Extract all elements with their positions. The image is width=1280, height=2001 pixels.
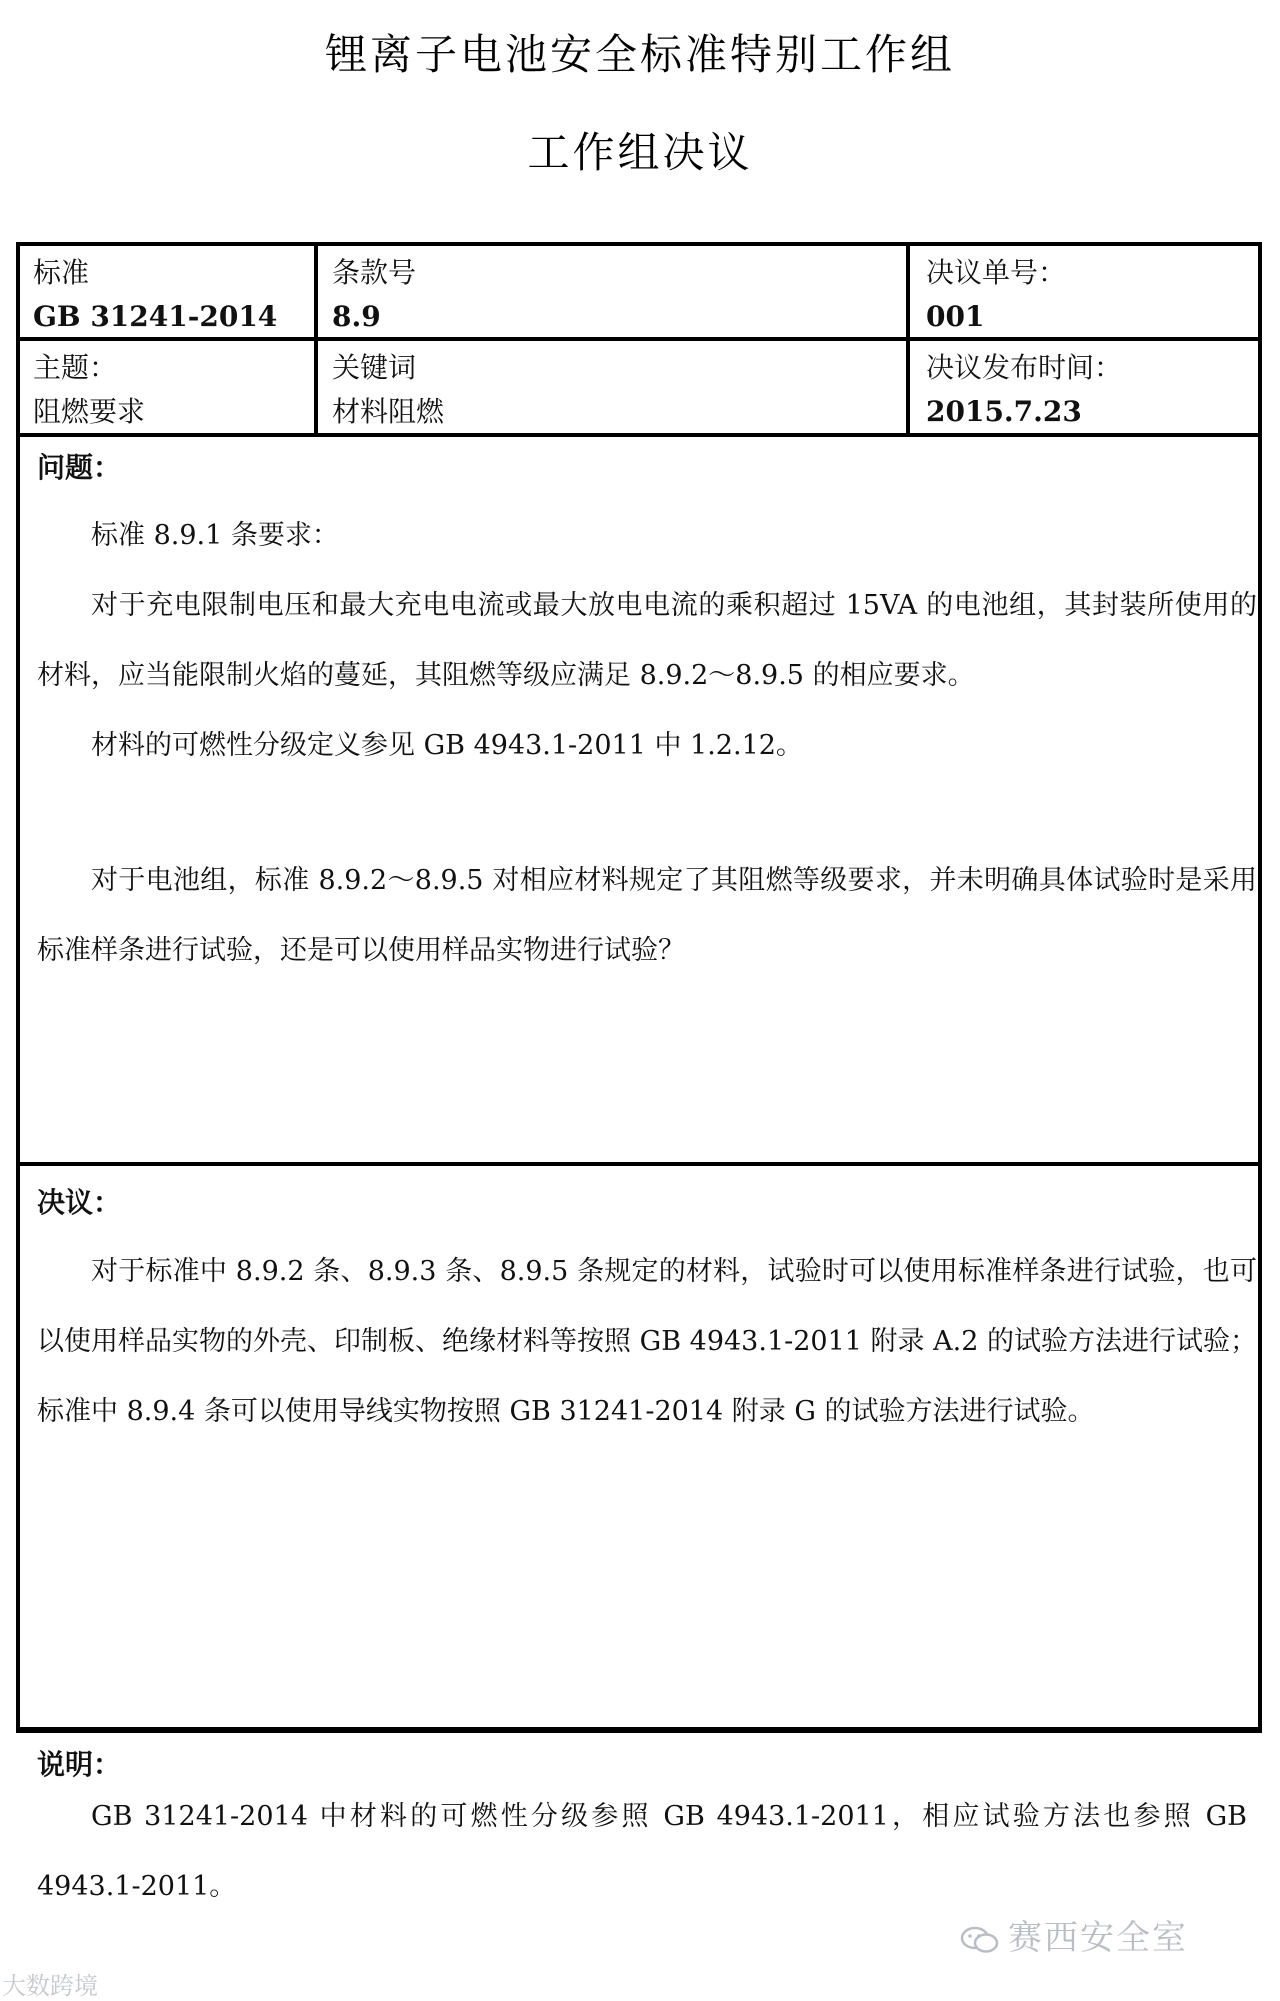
publish-date-label: 决议发布时间： bbox=[926, 351, 1123, 384]
question-paragraph: 材料的可燃性分级定义参见 GB 4943.1-2011 中 1.2.12。 bbox=[91, 730, 803, 761]
standard-value: GB 31241-2014 bbox=[33, 300, 278, 333]
section-divider bbox=[20, 1727, 1258, 1731]
corner-watermark: 大数跨境 bbox=[2, 1972, 98, 2000]
topic-value: 阻燃要求 bbox=[33, 395, 146, 428]
keyword-value: 材料阻燃 bbox=[332, 395, 445, 428]
note-paragraph: GB 31241-2014 中材料的可燃性分级参照 GB 4943.1-2011，相应试验方法也参照 GB 4943.1-2011。 bbox=[37, 1801, 1247, 1902]
resolution-label: 决议： bbox=[37, 1186, 122, 1219]
section-divider bbox=[20, 1162, 1258, 1166]
clause-label: 条款号 bbox=[332, 256, 417, 289]
resolution-number-label: 决议单号： bbox=[926, 256, 1067, 289]
standard-label: 标准 bbox=[33, 256, 90, 289]
page-subtitle: 工作组决议 bbox=[527, 128, 753, 177]
column-divider bbox=[906, 246, 910, 437]
column-divider bbox=[314, 246, 318, 437]
keyword-label: 关键词 bbox=[332, 351, 417, 384]
watermark-text: 赛西安全室 bbox=[1008, 1918, 1188, 1958]
topic-label: 主题： bbox=[33, 351, 118, 384]
wechat-icon bbox=[960, 1926, 1000, 1954]
question-paragraph: 对于充电限制电压和最大充电电流或最大放电电流的乘积超过 15VA 的电池组，其封装所使用的材料，应当能限制火焰的蔓延，其阻燃等级应满足 8.9.2～8.9.5 的相应要求。 bbox=[37, 590, 1257, 691]
page-title: 锂离子电池安全标准特别工作组 bbox=[324, 30, 955, 79]
question-label: 问题： bbox=[37, 451, 122, 484]
watermark bbox=[960, 1910, 1188, 1959]
clause-value: 8.9 bbox=[332, 300, 381, 333]
question-paragraph: 标准 8.9.1 条要求： bbox=[91, 520, 339, 551]
question-paragraph: 对于电池组，标准 8.9.2～8.9.5 对相应材料规定了其阻燃等级要求，并未明确具体试验时是采用标准样条进行试验，还是可以使用样品实物进行试验？ bbox=[37, 865, 1257, 966]
resolution-form bbox=[16, 242, 1262, 1781]
resolution-number-value: 001 bbox=[926, 300, 985, 333]
resolution-paragraph: 对于标准中 8.9.2 条、8.9.3 条、8.9.5 条规定的材料，试验时可以使用标准样条进行试验，也可以使用样品实物的外壳、印制板、绝缘材料等按照 GB 4943.1-2011 附录 A.2 的试验方法进行试验；标准中 8.9.4 条可以使用导线实物按照 GB 31241-2014 附录 G 的试验方法进行试验。 bbox=[37, 1256, 1257, 1427]
note-label: 说明： bbox=[37, 1748, 122, 1781]
publish-date-value: 2015.7.23 bbox=[926, 395, 1082, 428]
